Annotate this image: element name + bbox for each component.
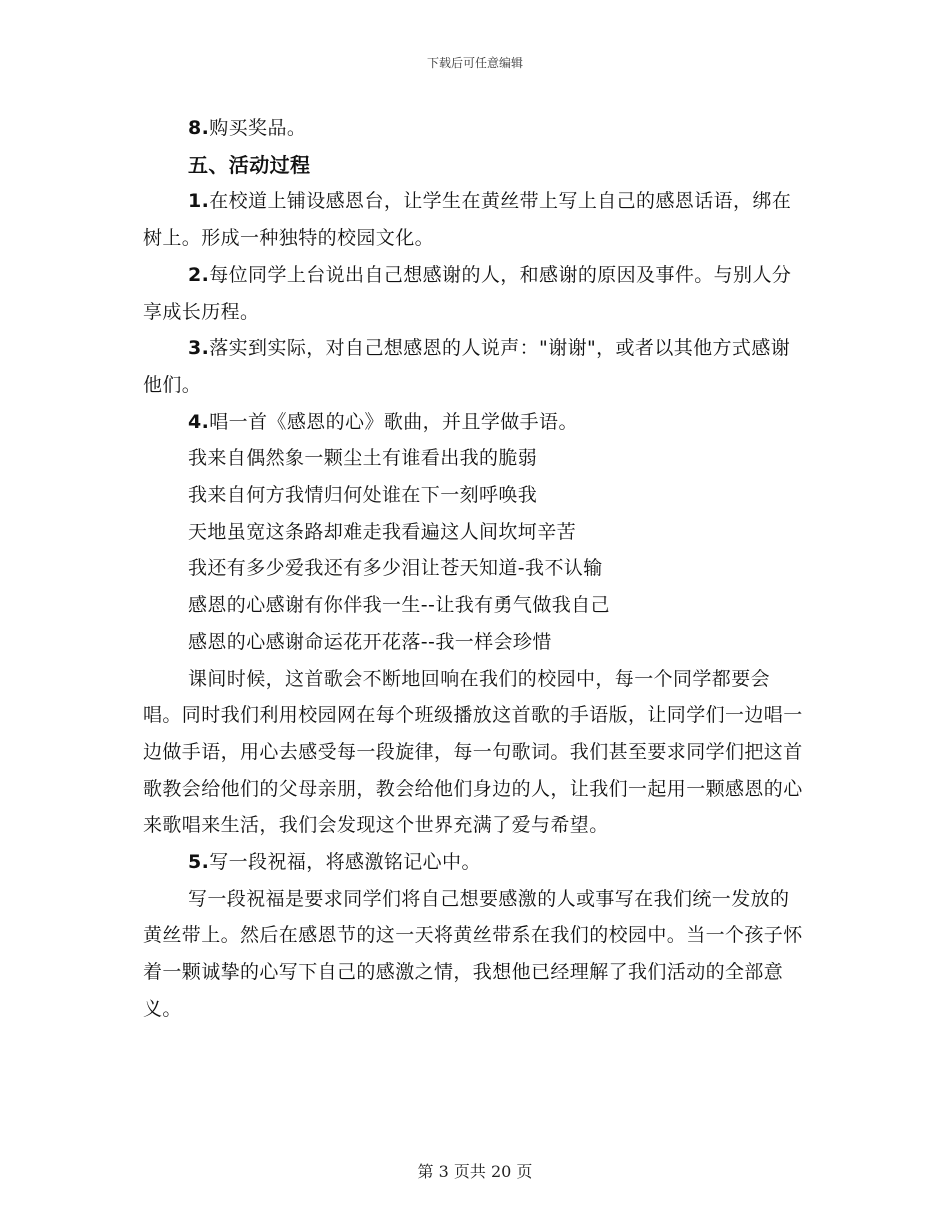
lyric-line: 我还有多少爱我还有多少泪让苍天知道-我不认输: [188, 557, 603, 580]
list-number: 1.: [188, 190, 210, 213]
list-item-3: [143, 330, 807, 403]
document-body: [143, 110, 807, 1028]
lyric-line: 天地虽宽这条路却难走我看遍这人间坎坷辛苦: [188, 520, 577, 543]
list-number: 2.: [188, 263, 210, 286]
list-text: 唱一首《感恩的心》歌曲，并且学做手语。: [209, 410, 578, 433]
list-item-2: [143, 257, 807, 330]
list-item-8: [143, 110, 807, 147]
list-number: 3.: [188, 337, 210, 360]
list-text: 每位同学上台说出自己想感谢的人，和感谢的原因及事件。与别人分享成长历程。: [143, 263, 792, 323]
list-text: 写一段祝福，将感激铭记心中。: [209, 851, 481, 874]
lyric-line: 感恩的心感谢有你伴我一生--让我有勇气做我自己: [188, 594, 610, 617]
paragraph-blessing: 写一段祝福是要求同学们将自己想要感激的人或事写在我们统一发放的黄丝带上。然后在感恩节的这一天将黄丝带系在我们的校园中。当一个孩子怀着一颗诚挚的心写下自己的感激之情，我想他已经理解了我们活动的全部意义。: [143, 887, 803, 1020]
list-number: 4.: [188, 410, 210, 433]
lyric-line: 我来自偶然象一颗尘土有谁看出我的脆弱: [188, 447, 538, 470]
list-item-5: [143, 844, 807, 881]
page-footer: 第 3 页共 20 页: [417, 1162, 533, 1181]
list-item-4: [143, 404, 807, 441]
list-number: 8.: [188, 117, 210, 139]
list-number: 5.: [188, 851, 210, 874]
lyric-line: 感恩的心感谢命运花开花落--我一样会珍惜: [188, 630, 552, 653]
list-text: 在校道上铺设感恩台，让学生在黄丝带上写上自己的感恩话语，绑在树上。形成一种独特的校园文化。: [143, 190, 792, 250]
list-text: 落实到实际，对自己想感恩的人说声："谢谢"，或者以其他方式感谢他们。: [143, 337, 791, 396]
page-header: 下载后可任意编辑: [426, 56, 523, 70]
song-lyrics: [143, 440, 807, 660]
paragraph-song: 课间时候，这首歌会不断地回响在我们的校园中，每一个同学都要会唱。同时我们利用校园网在每个班级播放这首歌的手语版，让同学们一边唱一边做手语，用心去感受每一段旋律，每一句歌词。我们甚至要求同学们把这首歌教会给他们的父母亲朋，教会给他们身边的人，让我们一起用一颗感恩的心来歌唱来生活，我们会发现这个世界充满了爱与希望。: [143, 667, 803, 837]
list-item-1: [143, 183, 807, 256]
section-heading: 五、活动过程: [188, 152, 311, 177]
lyric-line: 我来自何方我情归何处谁在下一刻呼唤我: [188, 484, 538, 507]
list-text: 购买奖品。: [209, 117, 307, 139]
